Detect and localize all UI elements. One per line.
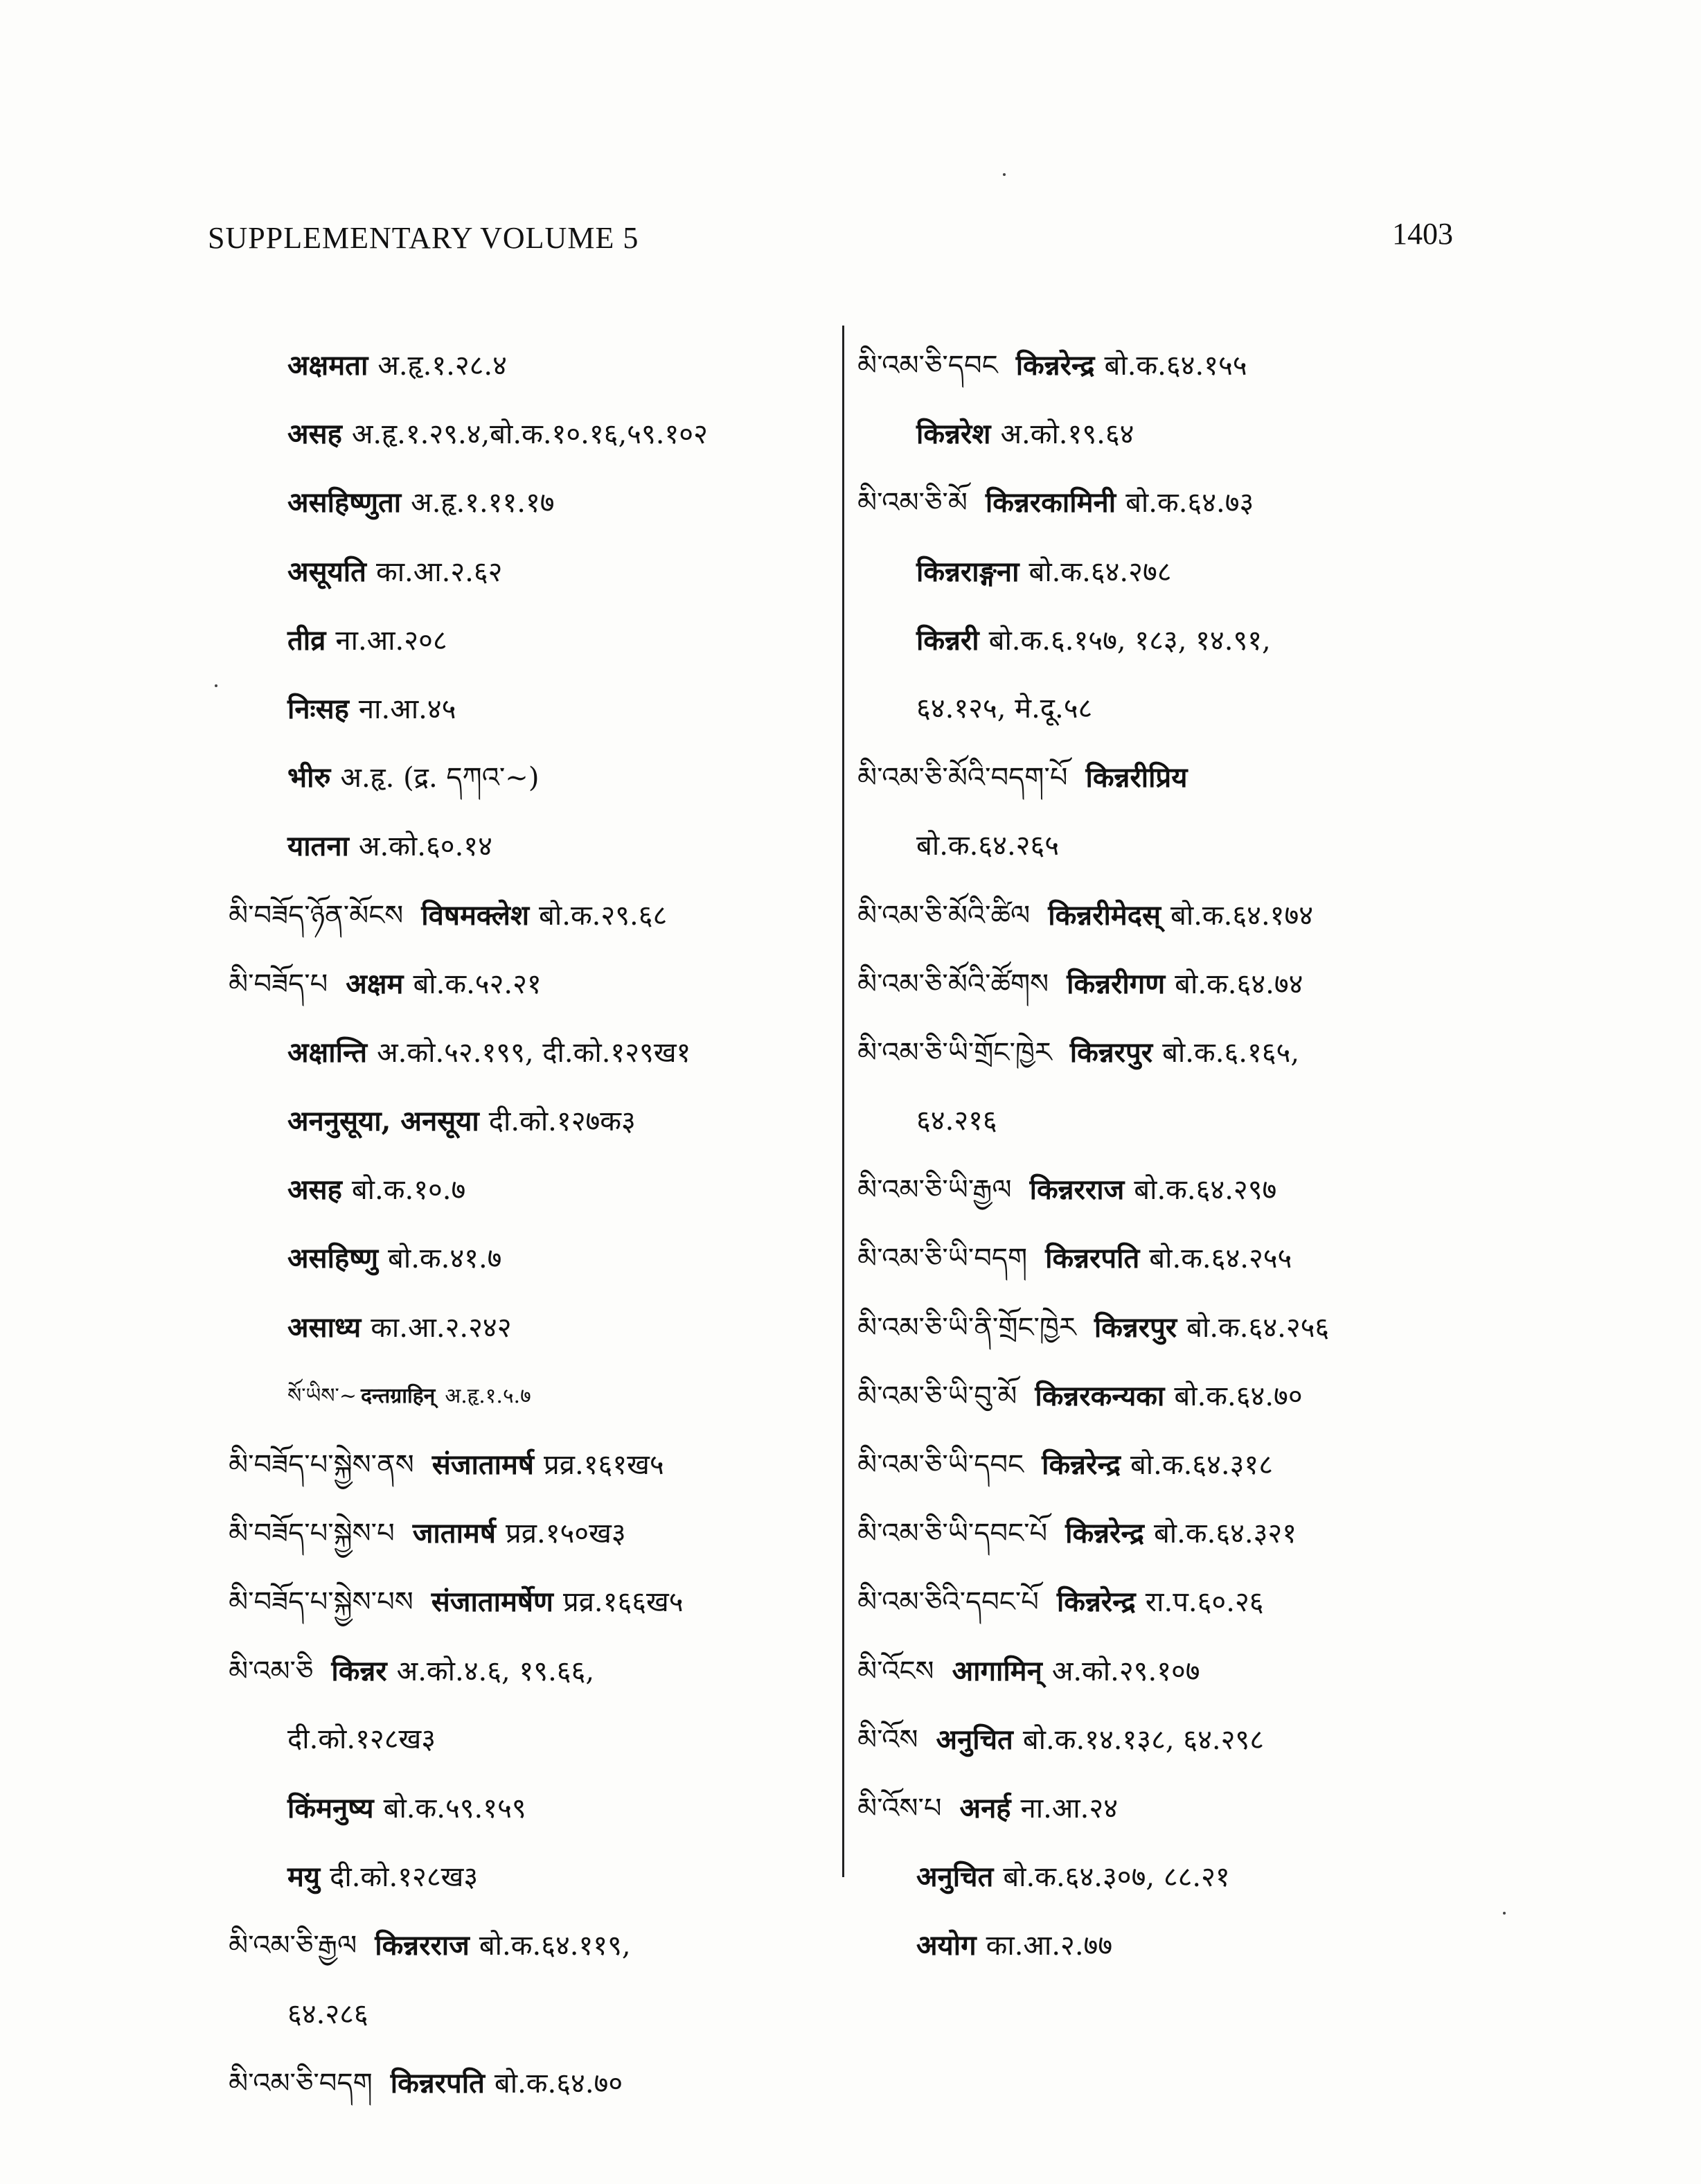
source-reference: बो.क.६४.११९,	[479, 1930, 631, 1962]
print-speck	[1003, 173, 1006, 176]
dictionary-entry	[229, 1499, 873, 1568]
left-column	[229, 331, 873, 2118]
source-reference: बो.क.१०.७	[351, 1174, 466, 1207]
dictionary-entry	[857, 1155, 1495, 1224]
source-reference: अ.को.४.६, १९.६६,	[396, 1655, 595, 1687]
dictionary-entry	[857, 400, 1495, 468]
dictionary-entry	[229, 1774, 873, 1843]
source-reference: प्रव्र.१५०ख३	[505, 1518, 626, 1550]
running-head: SUPPLEMENTARY VOLUME 5	[208, 221, 639, 255]
dictionary-entry	[229, 1637, 873, 1705]
source-reference: का.आ.२.२४२	[371, 1311, 512, 1344]
dictionary-entry	[857, 1224, 1495, 1293]
sanskrit-equivalent: किन्नरपति	[390, 2066, 485, 2099]
tibetan-headword: མི་འམ་ཅི་ཡི་བུ་མོ	[857, 1380, 1017, 1412]
sanskrit-equivalent: दन्तग्राहिन्	[361, 1383, 436, 1408]
sanskrit-equivalent: किन्नरराज	[1029, 1173, 1125, 1207]
source-reference: अ.को.६०.१४	[358, 831, 492, 863]
source-reference: अ.को.१९.६४	[1000, 418, 1134, 451]
sanskrit-equivalent: किन्नरी	[916, 623, 979, 657]
sanskrit-equivalent: अनुचित	[916, 1861, 994, 1894]
tibetan-headword: མི་བཟོད་པ	[229, 968, 328, 1000]
dictionary-entry	[857, 468, 1495, 537]
dictionary-entry	[857, 1637, 1495, 1705]
dictionary-entry	[857, 1568, 1495, 1636]
dictionary-entry	[229, 1843, 873, 1911]
dictionary-entry	[229, 2049, 873, 2118]
source-reference: अ.को.५२.१९९, दी.को.१२९ख१	[377, 1036, 691, 1069]
source-reference: अ.हृ.१.२९.४,बो.क.१०.१६,५९.१०२	[351, 418, 708, 451]
dictionary-entry	[229, 1362, 873, 1430]
dictionary-entry	[229, 881, 873, 950]
source-reference: बो.क.५२.२१	[413, 968, 542, 1000]
source-reference: का.आ.२.६२	[375, 556, 503, 588]
source-reference: दी.को.१२८ख३	[330, 1861, 479, 1894]
dictionary-entry	[857, 743, 1495, 812]
dictionary-entry	[229, 1293, 873, 1362]
dictionary-entry	[229, 400, 873, 468]
sanskrit-equivalent: असह	[287, 1173, 342, 1207]
tibetan-headword: མི་འམ་ཅི་མོ	[857, 487, 968, 520]
tibetan-headword: མི་བཟོད་པ་སྐྱེས་ནས	[229, 1449, 414, 1481]
sanskrit-equivalent: किन्नरेन्द्र	[1056, 1586, 1136, 1619]
tibetan-headword: མི་འམ་ཅི་བདག	[229, 2067, 373, 2099]
sanskrit-equivalent: किन्नरेन्द्र	[1015, 349, 1095, 382]
dictionary-entry	[229, 606, 873, 675]
tibetan-headword: མི་འམ་ཅི་མོའི་ཚིལ	[857, 899, 1031, 932]
tibetan-headword: མི་འམ་ཅི་རྒྱལ	[229, 1930, 357, 1962]
dictionary-entry	[857, 1843, 1495, 1911]
source-reference: अ.हृ. (द्र. དཀའ་~)	[340, 762, 540, 794]
source-reference: अ.हृ.१.५.७	[445, 1383, 531, 1408]
dictionary-entry	[229, 675, 873, 743]
dictionary-entry	[229, 1155, 873, 1224]
source-reference: बो.क.६४.७३	[1125, 487, 1254, 520]
tibetan-headword: མི་བཟོད་པ་སྐྱེས་པས	[229, 1586, 413, 1619]
source-reference: ६४.२८६	[287, 1998, 368, 2030]
right-column	[857, 331, 1495, 1980]
sanskrit-equivalent: विषमक्लेश	[421, 898, 530, 932]
dictionary-entry	[857, 1018, 1495, 1087]
tibetan-headword: མི་འམ་ཅི་ཡི་རྒྱལ	[857, 1174, 1012, 1207]
dictionary-entry	[857, 331, 1495, 400]
sanskrit-equivalent: अक्षम	[346, 967, 404, 1000]
source-reference: ६४.२१६	[916, 1105, 997, 1137]
sanskrit-equivalent: भीरु	[287, 761, 331, 794]
sanskrit-equivalent: मयु	[287, 1861, 321, 1894]
sanskrit-equivalent: किन्नरीगण	[1067, 967, 1166, 1000]
print-speck	[215, 684, 217, 687]
sanskrit-equivalent: जातामर्ष	[412, 1517, 496, 1550]
dictionary-entry	[229, 1705, 873, 1774]
dictionary-entry	[857, 1087, 1495, 1155]
source-reference: बो.क.६४.२९७	[1134, 1174, 1277, 1207]
source-reference: बो.क.२९.६८	[539, 899, 668, 932]
source-reference: ना.आ.२०८	[335, 624, 447, 657]
sanskrit-equivalent: अक्षमता	[287, 349, 368, 382]
source-reference: बो.क.६४.१५५	[1104, 350, 1247, 382]
source-reference: प्रव्र.१६६ख५	[562, 1586, 684, 1619]
tibetan-headword: མི་འམ་ཅི་མོའི་བདག་པོ	[857, 762, 1068, 794]
source-reference: रा.प.६०.२६	[1145, 1586, 1264, 1619]
tibetan-headword: མི་འམ་ཅི་ཡི་བདག	[857, 1243, 1028, 1275]
source-reference: अ.हृ.१.२८.४	[377, 350, 507, 382]
tibetan-headword: མི་འམ་ཅིའི་དབང་པོ	[857, 1586, 1039, 1619]
source-reference: अ.को.२९.१०७	[1051, 1655, 1200, 1687]
source-reference: बो.क.६४.३२१	[1153, 1518, 1297, 1550]
source-reference: ना.आ.४५	[358, 693, 456, 725]
sanskrit-equivalent: किन्नरेन्द्र	[1042, 1448, 1121, 1481]
dictionary-entry	[857, 1774, 1495, 1843]
sanskrit-equivalent: किन्नरीमेदस्	[1048, 898, 1161, 932]
tibetan-headword: མི་འམ་ཅི་ཡི་ནི་གྲོང་ཁྱེར	[857, 1311, 1076, 1344]
source-reference: दी.को.१२८ख३	[287, 1723, 436, 1755]
sanskrit-equivalent: आगामिन्	[952, 1654, 1042, 1687]
source-reference: बो.क.६.१५७, १८३, १४.९१,	[988, 624, 1271, 657]
dictionary-entry	[229, 950, 873, 1018]
sanskrit-equivalent: असह	[287, 418, 342, 451]
dictionary-entry	[229, 331, 873, 400]
source-reference: बो.क.१४.१३८, ६४.२९८	[1022, 1723, 1265, 1756]
sanskrit-equivalent: किन्नर	[331, 1654, 387, 1687]
print-speck	[1503, 1912, 1506, 1915]
tibetan-headword: མི་འམ་ཅི་མོའི་ཚོགས	[857, 968, 1049, 1000]
dictionary-entry	[229, 1018, 873, 1087]
sanskrit-equivalent: किन्नरपति	[1045, 1242, 1140, 1275]
tibetan-headword: མི་འམ་ཅི	[229, 1655, 314, 1687]
dictionary-entry	[857, 1293, 1495, 1362]
sanskrit-equivalent: किन्नरेन्द्र	[1065, 1517, 1144, 1550]
dictionary-entry	[857, 1362, 1495, 1430]
source-reference: बो.क.६४.३०७, ८८.२१	[1003, 1861, 1230, 1894]
source-reference: बो.क.६४.२६५	[916, 830, 1060, 862]
source-reference: बो.क.६४.२५६	[1186, 1311, 1330, 1344]
tibetan-headword: མི་འམ་ཅི་ཡི་དབང	[857, 1449, 1024, 1481]
sanskrit-equivalent: किन्नरपुर	[1069, 1036, 1153, 1069]
source-reference: ना.आ.२४	[1020, 1792, 1119, 1825]
tibetan-headword: མི་འོངས	[857, 1655, 934, 1687]
dictionary-entry	[229, 538, 873, 606]
sanskrit-equivalent: असहिष्णु	[287, 1242, 378, 1275]
dictionary-entry	[229, 1980, 873, 2049]
dictionary-entry	[857, 950, 1495, 1018]
sanskrit-equivalent: असूयति	[287, 555, 366, 588]
source-reference: बो.क.६४.२५५	[1149, 1243, 1292, 1275]
source-reference: बो.क.६४.१७४	[1170, 899, 1314, 932]
source-reference: बो.क.४१.७	[388, 1243, 502, 1275]
sanskrit-equivalent: यातना	[287, 830, 349, 863]
sanskrit-equivalent: अनुचित	[936, 1723, 1013, 1756]
dictionary-entry	[857, 675, 1495, 743]
tibetan-headword: མི་འོས་པ	[857, 1792, 942, 1825]
sanskrit-equivalent: संजातामर्षेण	[431, 1586, 553, 1619]
sanskrit-equivalent: किन्नरकामिनी	[985, 486, 1116, 520]
sanskrit-equivalent: संजातामर्ष	[431, 1448, 535, 1481]
dictionary-entry	[857, 1430, 1495, 1499]
sanskrit-equivalent: असहिष्णुता	[287, 486, 402, 520]
sanskrit-equivalent: किन्नरपुर	[1094, 1311, 1177, 1344]
sanskrit-equivalent: अनर्ह	[959, 1791, 1011, 1825]
source-reference: बो.क.६४.३१८	[1130, 1449, 1274, 1481]
tibetan-headword: མི་བཟོད་ཉོན་མོངས	[229, 899, 404, 932]
source-reference: प्रव्र.१६१ख५	[544, 1449, 664, 1481]
sanskrit-equivalent: अक्षान्ति	[287, 1036, 368, 1069]
dictionary-entry	[229, 1224, 873, 1293]
source-reference: ६४.१२५, मे.दू.५८	[916, 692, 1093, 725]
tibetan-headword: མི་འམ་ཅི་དབང	[857, 350, 998, 382]
sanskrit-equivalent: अयोग	[916, 1929, 977, 1962]
column-divider	[842, 326, 844, 1877]
tibetan-headword: མི་འམ་ཅི་ཡི་གྲོང་ཁྱེར	[857, 1036, 1052, 1069]
source-reference: बो.क.५९.१५९	[383, 1792, 526, 1825]
dictionary-entry	[229, 743, 873, 812]
dictionary-entry	[229, 812, 873, 880]
dictionary-entry	[857, 812, 1495, 880]
dictionary-entry	[229, 1911, 873, 1980]
sanskrit-equivalent: तीव्र	[287, 623, 326, 657]
sanskrit-equivalent: किंमनुष्य	[287, 1791, 374, 1825]
dictionary-entry	[857, 1499, 1495, 1568]
sanskrit-equivalent: असाध्य	[287, 1311, 362, 1344]
dictionary-entry	[229, 1430, 873, 1499]
dictionary-entry	[229, 1568, 873, 1636]
tibetan-headword: སོ་ཡིས་~	[287, 1383, 357, 1408]
dictionary-entry	[857, 1705, 1495, 1774]
sanskrit-equivalent: किन्नराङ्गना	[916, 555, 1019, 588]
tibetan-headword: མི་འམ་ཅི་ཡི་དབང་པོ	[857, 1518, 1048, 1550]
dictionary-entry	[857, 606, 1495, 675]
sanskrit-equivalent: अननुसूया, अनसूया	[287, 1105, 479, 1138]
source-reference: बो.क.६४.७०	[1174, 1380, 1303, 1412]
tibetan-headword: མི་འོས	[857, 1723, 918, 1756]
source-reference: बो.क.६४.७४	[1175, 968, 1303, 1000]
dictionary-entry	[857, 881, 1495, 950]
sanskrit-equivalent: किन्नरेश	[916, 418, 991, 451]
sanskrit-equivalent: निःसह	[287, 692, 349, 725]
source-reference: दी.को.१२७क३	[488, 1106, 636, 1138]
source-reference: बो.क.६४.२७८	[1028, 556, 1172, 588]
sanskrit-equivalent: किन्नरकन्यका	[1035, 1379, 1165, 1412]
sanskrit-equivalent: किन्नरीप्रिय	[1085, 761, 1188, 794]
page-number: 1403	[1392, 217, 1453, 251]
source-reference: का.आ.२.७७	[986, 1930, 1113, 1962]
source-reference: बो.क.६४.७०	[494, 2067, 623, 2099]
source-reference: अ.हृ.१.११.१७	[411, 487, 555, 520]
dictionary-entry	[229, 1087, 873, 1155]
source-reference: बो.क.६.१६५,	[1162, 1036, 1300, 1069]
sanskrit-equivalent: किन्नरराज	[375, 1929, 470, 1962]
dictionary-entry	[229, 468, 873, 537]
dictionary-entry	[857, 538, 1495, 606]
dictionary-entry	[857, 1911, 1495, 1980]
tibetan-headword: མི་བཟོད་པ་སྐྱེས་པ	[229, 1518, 395, 1550]
